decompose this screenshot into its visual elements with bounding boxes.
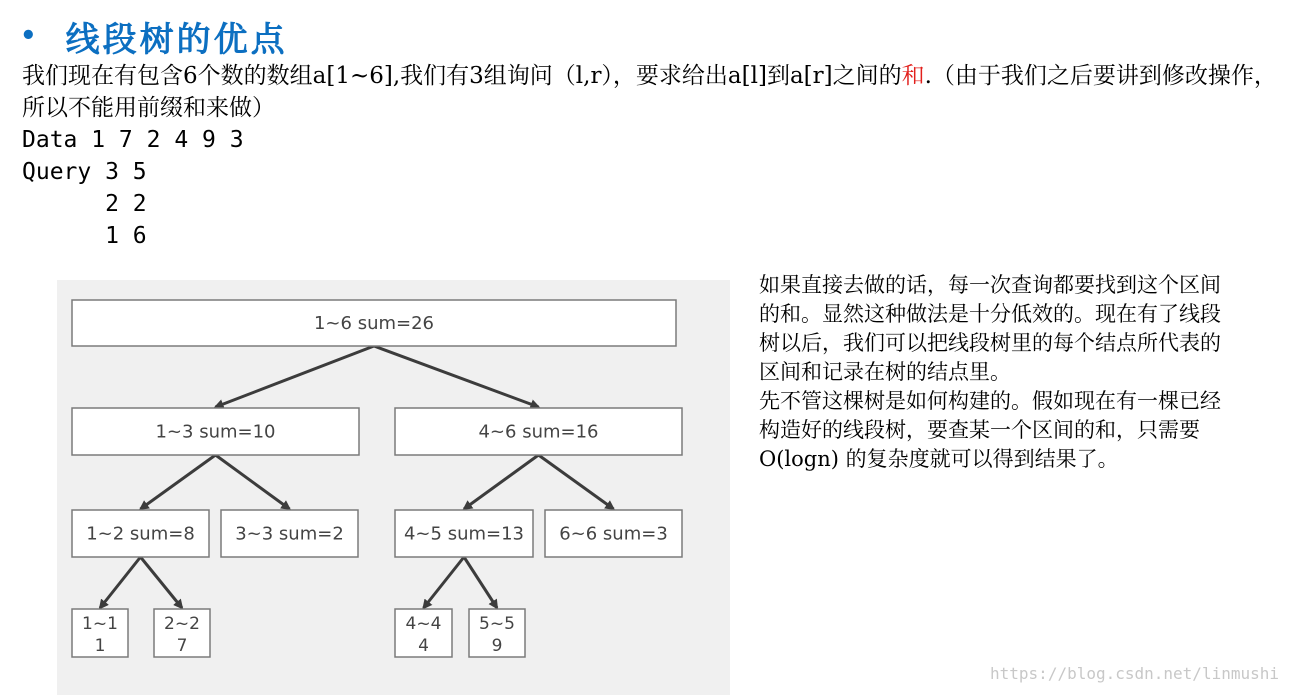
tree-node-value: 1 (94, 636, 106, 656)
tree-edge-n1-6-n1-3 (216, 346, 375, 407)
tree-node-value: 7 (176, 636, 188, 656)
tree-node-n1-6 (72, 300, 676, 346)
tree-node-label: 4~5 sum=13 (403, 523, 525, 545)
section-heading (20, 14, 288, 58)
tree-edge-n4-6-n4-5 (464, 455, 539, 509)
tree-node-n4-4 (395, 609, 452, 657)
tree-node-value: 4 (418, 636, 429, 656)
explanation-paragraph-2: 先不管这棵树是如何构建的。假如现在有一棵已经构造好的线段树，要查某一个区间的和，只需要 O(logn) 的复杂度就可以得到结果了。 (759, 389, 1221, 471)
tree-edge-n1-6-n4-6 (374, 346, 539, 407)
tree-edge-n4-5-n5-5 (464, 557, 497, 608)
tree-node-range: 2~2 (164, 614, 200, 634)
tree-node-n1-3 (72, 408, 359, 455)
bullet-icon: • (20, 21, 40, 51)
tree-node-label: 4~6 sum=16 (478, 421, 599, 443)
tree-edge-n1-2-n1-1 (100, 557, 141, 608)
tree-node-n4-6 (395, 408, 682, 455)
tree-node-n3-3 (221, 510, 358, 557)
tree-node-n4-5 (395, 510, 533, 557)
tree-node-range: 1~1 (82, 614, 118, 634)
tree-canvas (57, 280, 730, 695)
tree-edge-n4-6-n6-6 (539, 455, 614, 509)
intro-text-end: .（由于我们之后要讲到修改操作，所以不能用前缀和来做） (22, 63, 1277, 121)
tree-node-n1-2 (72, 510, 209, 557)
tree-node-range: 4~4 (405, 614, 442, 634)
tree-node-label: 1~2 sum=8 (86, 523, 195, 545)
tree-node-label: 1~3 sum=10 (155, 421, 276, 443)
segment-tree-diagram (57, 280, 730, 695)
tree-edge-n1-3-n1-2 (141, 455, 216, 509)
intro-text: 我们现在有包含6个数的数组a[1~6],我们有3组询问（l,r），要求给出a[l]到a[r]之间的 (22, 63, 902, 89)
data-line: Data 1 7 2 4 9 3 (22, 127, 244, 153)
tree-node-n5-5 (469, 609, 525, 657)
tree-node-value: 9 (491, 636, 503, 656)
intro-paragraph (22, 60, 1282, 124)
explanation-panel (759, 271, 1229, 474)
tree-node-label: 1~6 sum=26 (313, 313, 435, 334)
query-line-3: 1 6 (22, 223, 147, 249)
tree-edge-n1-2-n2-2 (141, 557, 183, 608)
tree-node-range: 5~5 (479, 614, 515, 634)
tree-edge-n1-3-n3-3 (216, 455, 290, 509)
tree-edge-n4-5-n4-4 (424, 557, 465, 608)
watermark: https://blog.csdn.net/linmushi (990, 664, 1279, 683)
explanation-paragraph-1: 如果直接去做的话，每一次查询都要找到这个区间的和。显然这种做法是十分低效的。现在有了线段树以后，我们可以把线段树里的每个结点所代表的区间和记录在树的结点里。 (759, 273, 1221, 384)
heading-title: 线段树的优点 (65, 19, 288, 60)
tree-node-n2-2 (154, 609, 210, 657)
tree-node-n6-6 (545, 510, 682, 557)
tree-node-label: 6~6 sum=3 (559, 523, 668, 545)
query-line-2: 2 2 (22, 191, 147, 217)
tree-node-label: 3~3 sum=2 (235, 523, 344, 545)
intro-highlight: 和 (901, 63, 925, 89)
query-line-1: Query 3 5 (22, 159, 147, 185)
tree-node-n1-1 (72, 609, 128, 657)
